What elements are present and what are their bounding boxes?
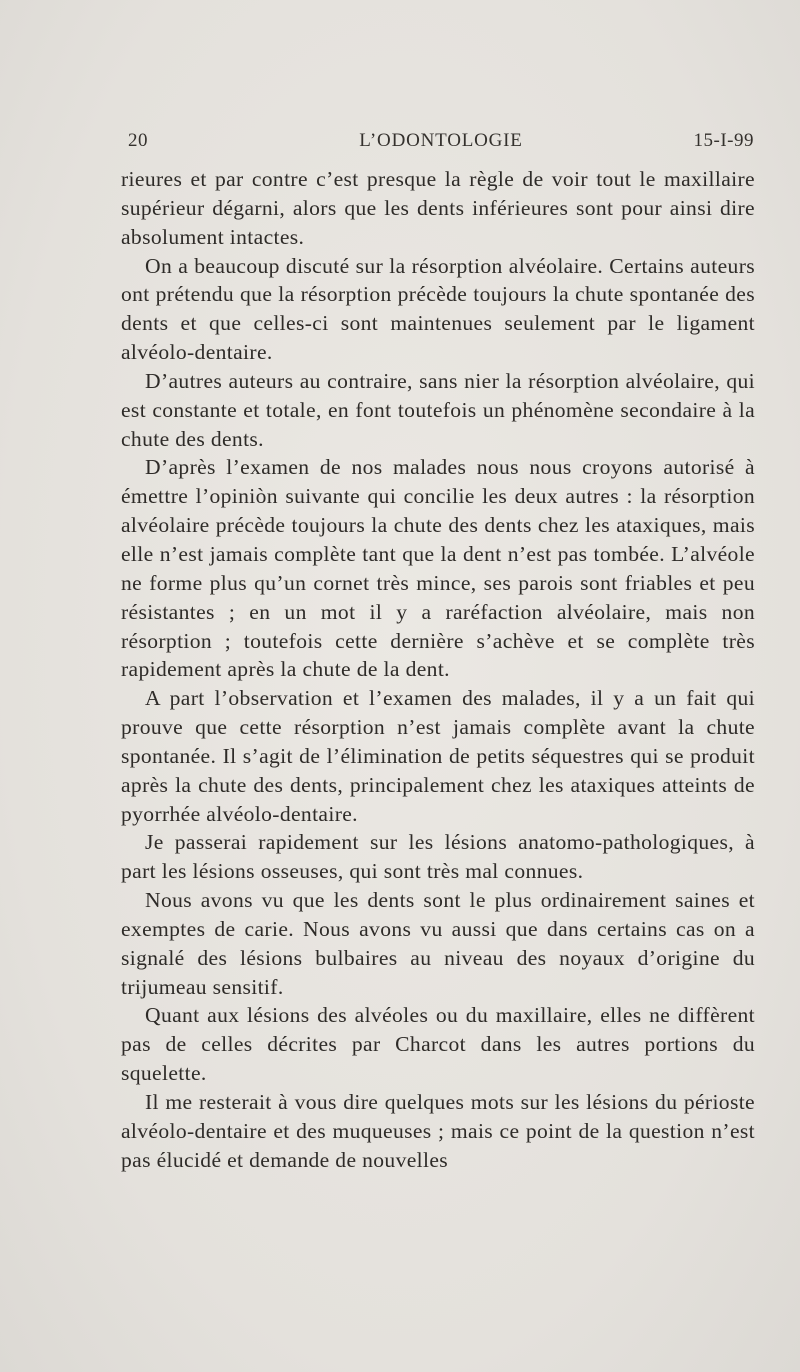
paragraph-7: Nous avons vu que les dents sont le plus ordinairement saines et exemptes de carie. Nous avons vu aussi que dans certains cas on a signalé des lésions bulbaires au niveau des noyaux d’origine du trijumeau sensitif. (121, 888, 755, 999)
paragraph-9: Il me resterait à vous dire quelques mots sur les lésions du périoste alvéolo-dentaire et des muqueuses ; mais ce point de la question n’est pas élucidé et demande de nouvelles (121, 1090, 755, 1172)
paragraph-8: Quant aux lésions des alvéoles ou du maxillaire, elles ne diffèrent pas de celles décrites par Charcot dans les autres portions du squelette. (121, 1003, 755, 1086)
journal-title: L’ODONTOLOGIE (359, 130, 523, 151)
paragraph-4: D’après l’examen de nos malades nous nous croyons autorisé à émettre l’opiniòn suivante qui concilie les deux autres : la résorption alvéolaire précède toujours la chute des dents chez les ataxiques, mais elle n’est jamais complète tant que la dent n’est pas tombée. L’alvéole ne forme plus qu’un cornet très mince, ses parois sont friables et peu résistantes ; en un mot il y a raréfaction alvéolaire, mais non résorption ; toutefois cette dernière s’achève et se complète très rapidement après la chute de la dent. (121, 455, 755, 682)
paragraph-6: Je passerai rapidement sur les lésions anatomo-pathologiques, à part les lésions osseuses, qui sont très mal connues. (121, 830, 755, 884)
issue-date: 15-I-99 (693, 130, 754, 151)
paragraph-3: D’autres auteurs au contraire, sans nier la résorption alvéolaire, qui est constante et totale, en font toutefois un phénomène secondaire à la chute des dents. (121, 368, 755, 451)
paragraph-2: On a beaucoup discuté sur la résorption alvéolaire. Certains auteurs ont prétendu que la résorption précède toujours la chute spontanée des dents et que celles-ci sont maintenues seulement par le ligament alvéolo-dentaire. (121, 253, 755, 365)
paragraph-5: A part l’observation et l’examen des malades, il y a un fait qui prouve que cette résorption n’est jamais complète avant la chute spontanée. Il s’agit de l’élimination de petits séquestres qui se produit après la chute des dents, principalement chez les ataxiques atteints de pyorrhée alvéolo-dentaire. (121, 686, 755, 826)
paragraph-1: rieures et par contre c’est presque la règle de voir tout le maxillaire supérieur dégarni, alors que les dents inférieures sont pour ainsi dire absolument intactes. (121, 167, 755, 249)
body-text (121, 165, 755, 1175)
page-number: 20 (128, 130, 148, 151)
running-header (128, 130, 754, 156)
